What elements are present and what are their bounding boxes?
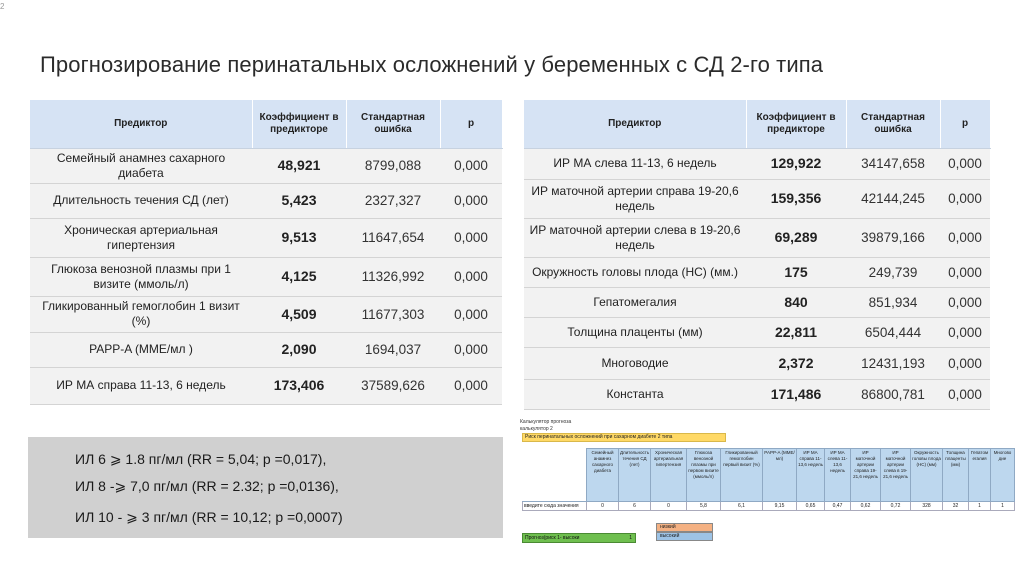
calc-value-cell[interactable]: 328: [911, 502, 943, 511]
calc-value-cell[interactable]: 0: [587, 502, 619, 511]
left-table-body: [30, 148, 502, 404]
p-value: 0,000: [440, 148, 502, 183]
predictor-name: Семейный анамнез сахарного диабета: [30, 148, 252, 183]
calc-header-row: [523, 449, 1015, 502]
predictor-row: [30, 296, 502, 332]
std-error-value: 37589,626: [346, 367, 440, 404]
calc-column-header: Толщина плаценты (мм): [943, 449, 969, 502]
coefficient-value: 175: [746, 257, 846, 287]
coefficient-value: 171,486: [746, 379, 846, 409]
calc-column-header: Гликированный гемоглобин первый визит (%): [721, 449, 763, 502]
p-value: 0,000: [940, 317, 990, 347]
calc-column-header: ИР маточной артерии слева в 19-21,6 недель: [881, 449, 911, 502]
coefficient-value: 69,289: [746, 218, 846, 257]
predictor-row: [524, 347, 990, 379]
p-value: 0,000: [940, 218, 990, 257]
calc-column-header: Глюкоза венозной плазмы при первом визите (ммоль/л): [687, 449, 721, 502]
legend-low: низкий: [656, 523, 713, 532]
slide-title: Прогнозирование перинатальных осложнений у беременных с СД 2-го типа: [40, 52, 824, 77]
predictor-name: Глюкоза венозной плазмы при 1 визите (ммоль/л): [30, 257, 252, 296]
header-coef: Коэффициент в предикторе: [252, 100, 346, 148]
predictor-name: Длительность течения СД (лет): [30, 183, 252, 218]
calc-value-cell[interactable]: 1: [969, 502, 991, 511]
predictor-row: [524, 218, 990, 257]
predictor-row: [30, 148, 502, 183]
predictor-row: [30, 332, 502, 367]
calc-column-header: ИР МА слева 11-13,6 недель: [825, 449, 851, 502]
calc-column-header: Хроническая артериальная гипертензия: [651, 449, 687, 502]
p-value: 0,000: [440, 257, 502, 296]
right-table-body: [524, 148, 990, 409]
p-value: 0,000: [940, 379, 990, 409]
slide-number: 2: [0, 2, 5, 11]
header-p: p: [440, 100, 502, 148]
predictor-name: ИР МА слева 11-13, 6 недель: [524, 148, 746, 179]
coefficient-value: 9,513: [252, 218, 346, 257]
calc-table: [522, 448, 1015, 511]
std-error-value: 34147,658: [846, 148, 940, 179]
calc-value-cell[interactable]: 0,65: [797, 502, 825, 511]
header-predictor: Предиктор: [524, 100, 746, 148]
predictor-name: Многоводие: [524, 347, 746, 379]
calc-column-header: ИР маточной артерии справа 19-21,6 недель: [851, 449, 881, 502]
predictor-name: PAPP-A (MME/мл ): [30, 332, 252, 367]
calc-input-label: введите сюда значения: [523, 502, 587, 511]
calc-column-header: Длительность течения СД (лет): [619, 449, 651, 502]
calc-title: Калькулятор прогноза: [520, 419, 572, 425]
il8-line: ИЛ 8 -⩾ 7,0 пг/мл (RR = 2.32; p =0,0136),: [75, 478, 339, 494]
coefficient-value: 159,356: [746, 179, 846, 218]
predictor-row: [30, 218, 502, 257]
std-error-value: 8799,088: [346, 148, 440, 183]
calc-column-header: Многово дие: [991, 449, 1015, 502]
header-coef: Коэффициент в предикторе: [746, 100, 846, 148]
p-value: 0,000: [440, 367, 502, 404]
std-error-value: 11677,303: [346, 296, 440, 332]
legend-high: высокий: [656, 532, 713, 541]
calc-value-cell[interactable]: 0,72: [881, 502, 911, 511]
header-predictor: Предиктор: [30, 100, 252, 148]
calc-risk-bar: [522, 433, 726, 442]
std-error-value: 12431,193: [846, 347, 940, 379]
calc-value-cell[interactable]: 1: [991, 502, 1015, 511]
coefficient-value: 4,125: [252, 257, 346, 296]
calc-value-cell[interactable]: 0,62: [851, 502, 881, 511]
il6-line: ИЛ 6 ⩾ 1.8 пг/мл (RR = 5,04; p =0,017),: [75, 451, 327, 467]
prognosis-cell: [522, 533, 636, 543]
predictor-row: [524, 287, 990, 317]
calc-value-cell[interactable]: 0: [651, 502, 687, 511]
coefficient-value: 2,090: [252, 332, 346, 367]
std-error-value: 1694,037: [346, 332, 440, 367]
predictor-name: Хроническая артериальная гипертензия: [30, 218, 252, 257]
calc-column-header: PAPP-A (MME/мл): [763, 449, 797, 502]
p-value: 0,000: [940, 179, 990, 218]
std-error-value: 11647,654: [346, 218, 440, 257]
predictor-name: Гликированный гемоглобин 1 визит (%): [30, 296, 252, 332]
calc-column-header: Гепатом егалия: [969, 449, 991, 502]
prognosis-value: 1: [629, 535, 632, 541]
predictor-row: [30, 257, 502, 296]
calc-value-cell[interactable]: 6,1: [721, 502, 763, 511]
std-error-value: 42144,245: [846, 179, 940, 218]
calc-risk-label: Риск перинатальных осложнений при сахарном диабете 2 типа: [525, 434, 673, 440]
predictor-name: ИР маточной артерии слева в 19-20,6 недель: [524, 218, 746, 257]
calc-value-cell[interactable]: 6: [619, 502, 651, 511]
calc-subtitle: калькулятор 2: [520, 426, 553, 432]
predictor-row: [524, 148, 990, 179]
std-error-value: 11326,992: [346, 257, 440, 296]
predictor-name: ИР маточной артерии справа 19-20,6 недель: [524, 179, 746, 218]
coefficient-value: 129,922: [746, 148, 846, 179]
calc-value-cell[interactable]: 5,8: [687, 502, 721, 511]
coefficient-value: 5,423: [252, 183, 346, 218]
predictor-name: Толщина плаценты (мм): [524, 317, 746, 347]
predictor-row: [524, 317, 990, 347]
predictor-name: Гепатомегалия: [524, 287, 746, 317]
p-value: 0,000: [940, 287, 990, 317]
coefficient-value: 173,406: [252, 367, 346, 404]
predictor-row: [524, 379, 990, 409]
p-value: 0,000: [440, 218, 502, 257]
header-p: p: [940, 100, 990, 148]
coefficient-value: 840: [746, 287, 846, 317]
calculator-screenshot: [518, 415, 1014, 545]
std-error-value: 2327,327: [346, 183, 440, 218]
std-error-value: 6504,444: [846, 317, 940, 347]
predictor-row: [524, 179, 990, 218]
coefficient-value: 2,372: [746, 347, 846, 379]
p-value: 0,000: [940, 148, 990, 179]
right-predictor-table: [524, 100, 991, 410]
calc-value-cell[interactable]: 0,47: [825, 502, 851, 511]
std-error-value: 86800,781: [846, 379, 940, 409]
prognosis-label: Прогноз(риск 1- высоки: [525, 535, 580, 541]
std-error-value: 851,934: [846, 287, 940, 317]
p-value: 0,000: [440, 183, 502, 218]
header-se: Стандартная ошибка: [846, 100, 940, 148]
il10-line: ИЛ 10 - ⩾ 3 пг/мл (RR = 10,12; p =0,0007): [75, 509, 343, 525]
coefficient-value: 48,921: [252, 148, 346, 183]
std-error-value: 39879,166: [846, 218, 940, 257]
left-predictor-table: [30, 100, 503, 405]
predictor-row: [524, 257, 990, 287]
calc-values-row: [523, 502, 1015, 511]
coefficient-value: 22,811: [746, 317, 846, 347]
predictor-name: Константа: [524, 379, 746, 409]
calc-value-cell[interactable]: 32: [943, 502, 969, 511]
std-error-value: 249,739: [846, 257, 940, 287]
calc-column-header: ИР МА справа 11-13,6 недель: [797, 449, 825, 502]
p-value: 0,000: [940, 347, 990, 379]
p-value: 0,000: [440, 296, 502, 332]
predictor-name: Окружность головы плода (HC) (мм.): [524, 257, 746, 287]
p-value: 0,000: [940, 257, 990, 287]
p-value: 0,000: [440, 332, 502, 367]
predictor-row: [30, 183, 502, 218]
predictor-name: ИР МА справа 11-13, 6 недель: [30, 367, 252, 404]
header-se: Стандартная ошибка: [346, 100, 440, 148]
interleukin-box: [28, 437, 503, 538]
calc-column-header: Семейный анамнез сахарного диабета: [587, 449, 619, 502]
predictor-row: [30, 367, 502, 404]
coefficient-value: 4,509: [252, 296, 346, 332]
calc-column-header: Окружность головы плода (HC) (мм): [911, 449, 943, 502]
calc-value-cell[interactable]: 9,15: [763, 502, 797, 511]
